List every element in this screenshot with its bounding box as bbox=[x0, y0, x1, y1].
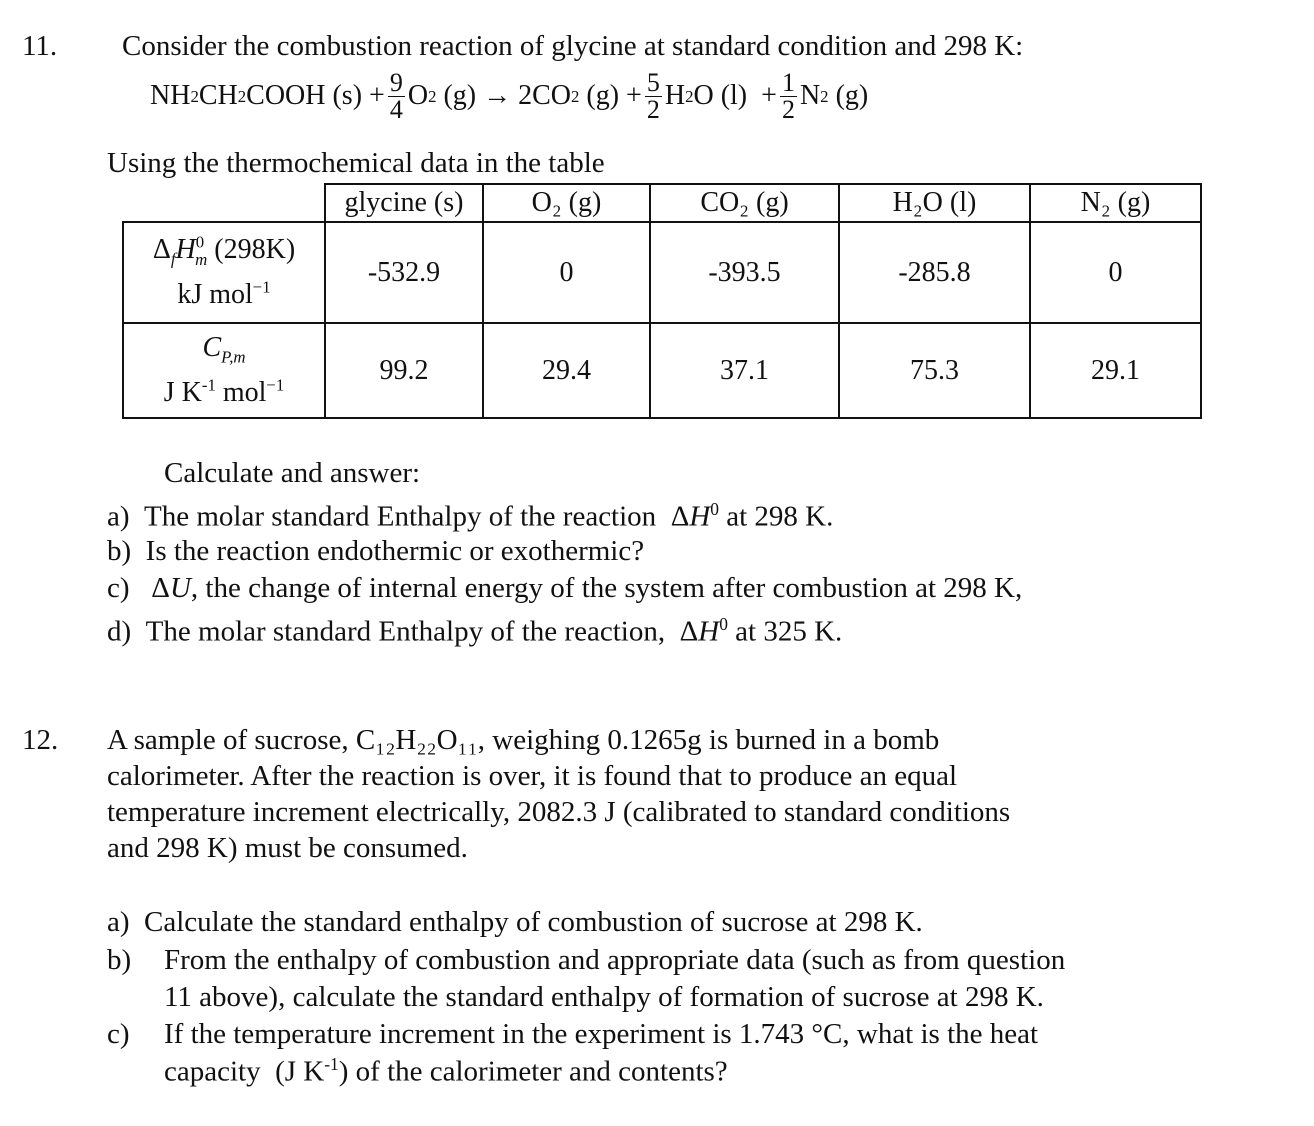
item-letter: b) bbox=[107, 535, 132, 567]
q12-line-1: A sample of sucrose, C₁₂H₂₂O₁₁, weighing 0.1265g is burned in a bomb bbox=[107, 724, 940, 756]
item-text-post: of the calorimeter and contents? bbox=[355, 1055, 728, 1088]
item-text-post: , the change of internal energy of the system after combustion at 298 K, bbox=[190, 572, 1023, 604]
item-letter: d) bbox=[107, 615, 132, 648]
glycine-combustion-equation: NH 2 CH 2 COOH (s) + $\frac{9}{4}$ O 2 (g) → 2CO 2 (g) + $\frac{5}{2}$ H 2 O (l) + $\frac{1}{2}$ N 2 (g) bbox=[150, 68, 869, 124]
header-o2: O₂ (g) bbox=[483, 184, 650, 222]
cell-o2-cp: 29.4 bbox=[483, 323, 650, 418]
eq-o2: O bbox=[407, 80, 429, 112]
q11-item-d: d) The molar standard Enthalpy of the reaction, $\Delta H^0$ at 325 K. bbox=[107, 614, 843, 648]
q12-item-a bbox=[107, 906, 923, 939]
cell-h2o-enthalpy: -285.8 bbox=[839, 222, 1030, 323]
header-glycine: glycine (s) bbox=[325, 184, 483, 222]
enthalpy-unit: kJ mol$^{-1}$ bbox=[177, 277, 271, 311]
q12-item-b-letter: b) bbox=[107, 944, 132, 976]
table-intro: Using the thermochemical data in the table bbox=[107, 147, 605, 179]
item-text: Is the reaction endothermic or exothermic? bbox=[145, 535, 645, 567]
item-letter: a) bbox=[107, 500, 130, 533]
q12-item-b-line-1: From the enthalpy of combustion and appropriate data (such as from question bbox=[164, 944, 1066, 976]
q12-item-c-letter: c) bbox=[107, 1018, 130, 1050]
row-heat-capacity-label bbox=[123, 323, 325, 418]
q12-line-3: temperature increment electrically, 2082.3 J (calibrated to standard conditions bbox=[107, 796, 1011, 828]
item-letter: a) bbox=[107, 906, 130, 938]
cell-n2-enthalpy: 0 bbox=[1030, 222, 1201, 323]
eq-reactant-tail: COOH (s) + bbox=[246, 80, 385, 112]
cell-glycine-enthalpy: -532.9 bbox=[325, 222, 483, 323]
eq-h2o: H bbox=[664, 80, 686, 112]
table-corner bbox=[123, 184, 325, 222]
n2-coefficient: $\frac{1}{2}$ bbox=[781, 68, 795, 124]
cell-n2-cp: 29.1 bbox=[1030, 323, 1201, 418]
question-12-number: 12. bbox=[22, 724, 59, 756]
q11-item-a: a) The molar standard Enthalpy of the reaction $\Delta H^0$ at 298 K. bbox=[107, 499, 834, 533]
cell-co2-enthalpy: -393.5 bbox=[650, 222, 839, 323]
h2o-coefficient: $\frac{5}{2}$ bbox=[646, 68, 660, 124]
item-text: The molar standard Enthalpy of the reaction, bbox=[145, 615, 666, 648]
question-11-number: 11. bbox=[22, 30, 58, 62]
heat-capacity-symbol: $C_{P,m}$ bbox=[202, 332, 246, 368]
cell-glycine-cp: 99.2 bbox=[325, 323, 483, 418]
item-text-post: at 298 K. bbox=[726, 500, 834, 533]
thermochemical-data-table bbox=[122, 183, 1202, 419]
header-co2: CO₂ (g) bbox=[650, 184, 839, 222]
heat-capacity-unit: J $K^{-1}$ mol$^{-1}$ bbox=[163, 375, 285, 409]
item-text: Calculate the standard enthalpy of combustion of sucrose at 298 K. bbox=[144, 906, 923, 938]
q11-item-b bbox=[107, 535, 644, 568]
eq-co2-state: (g) + bbox=[586, 80, 642, 112]
item-text: capacity bbox=[164, 1055, 261, 1088]
cell-o2-enthalpy: 0 bbox=[483, 222, 650, 323]
q12-item-c-line-1: If the temperature increment in the experiment is 1.743 °C, what is the heat bbox=[164, 1018, 1039, 1050]
q12-item-c-line-2: capacity (J $K^{-1}$) of the calorimeter and contents? bbox=[164, 1054, 728, 1088]
item-letter: c) bbox=[107, 572, 130, 604]
eq-plus: + bbox=[761, 80, 777, 112]
item-text-post: at 325 K. bbox=[735, 615, 843, 648]
q11-item-c: c) ΔU, the change of internal energy of the system after combustion at 298 K, bbox=[107, 572, 1023, 604]
eq-co2: 2CO bbox=[518, 80, 572, 112]
cell-co2-cp: 37.1 bbox=[650, 323, 839, 418]
eq-h2o-state: O (l) bbox=[693, 80, 748, 112]
eq-o2-state: (g) → bbox=[443, 80, 512, 112]
header-h2o: H₂O (l) bbox=[839, 184, 1030, 222]
enthalpy-symbol: $\Delta_fH^0_m$ (298K) bbox=[152, 233, 296, 270]
eq-ch2: CH bbox=[198, 80, 238, 112]
eq-reactant-nh: NH bbox=[150, 80, 191, 112]
row-enthalpy-label bbox=[123, 222, 325, 323]
header-n2: N₂ (g) bbox=[1030, 184, 1201, 222]
calc-intro: Calculate and answer: bbox=[164, 457, 421, 489]
eq-n2-state: (g) bbox=[835, 80, 869, 112]
eq-n2: N bbox=[799, 80, 821, 112]
question-11-intro: Consider the combustion reaction of glycine at standard condition and 298 K: bbox=[122, 30, 1024, 62]
cell-h2o-cp: 75.3 bbox=[839, 323, 1030, 418]
item-text: The molar standard Enthalpy of the reaction bbox=[144, 500, 657, 533]
o2-coefficient: $\frac{9}{4}$ bbox=[389, 68, 403, 124]
q12-line-4: and 298 K) must be consumed. bbox=[107, 832, 468, 864]
q12-item-b-line-2: 11 above), calculate the standard enthalpy of formation of sucrose at 298 K. bbox=[164, 981, 1044, 1013]
q12-line-2: calorimeter. After the reaction is over, it is found that to produce an equal bbox=[107, 760, 958, 792]
